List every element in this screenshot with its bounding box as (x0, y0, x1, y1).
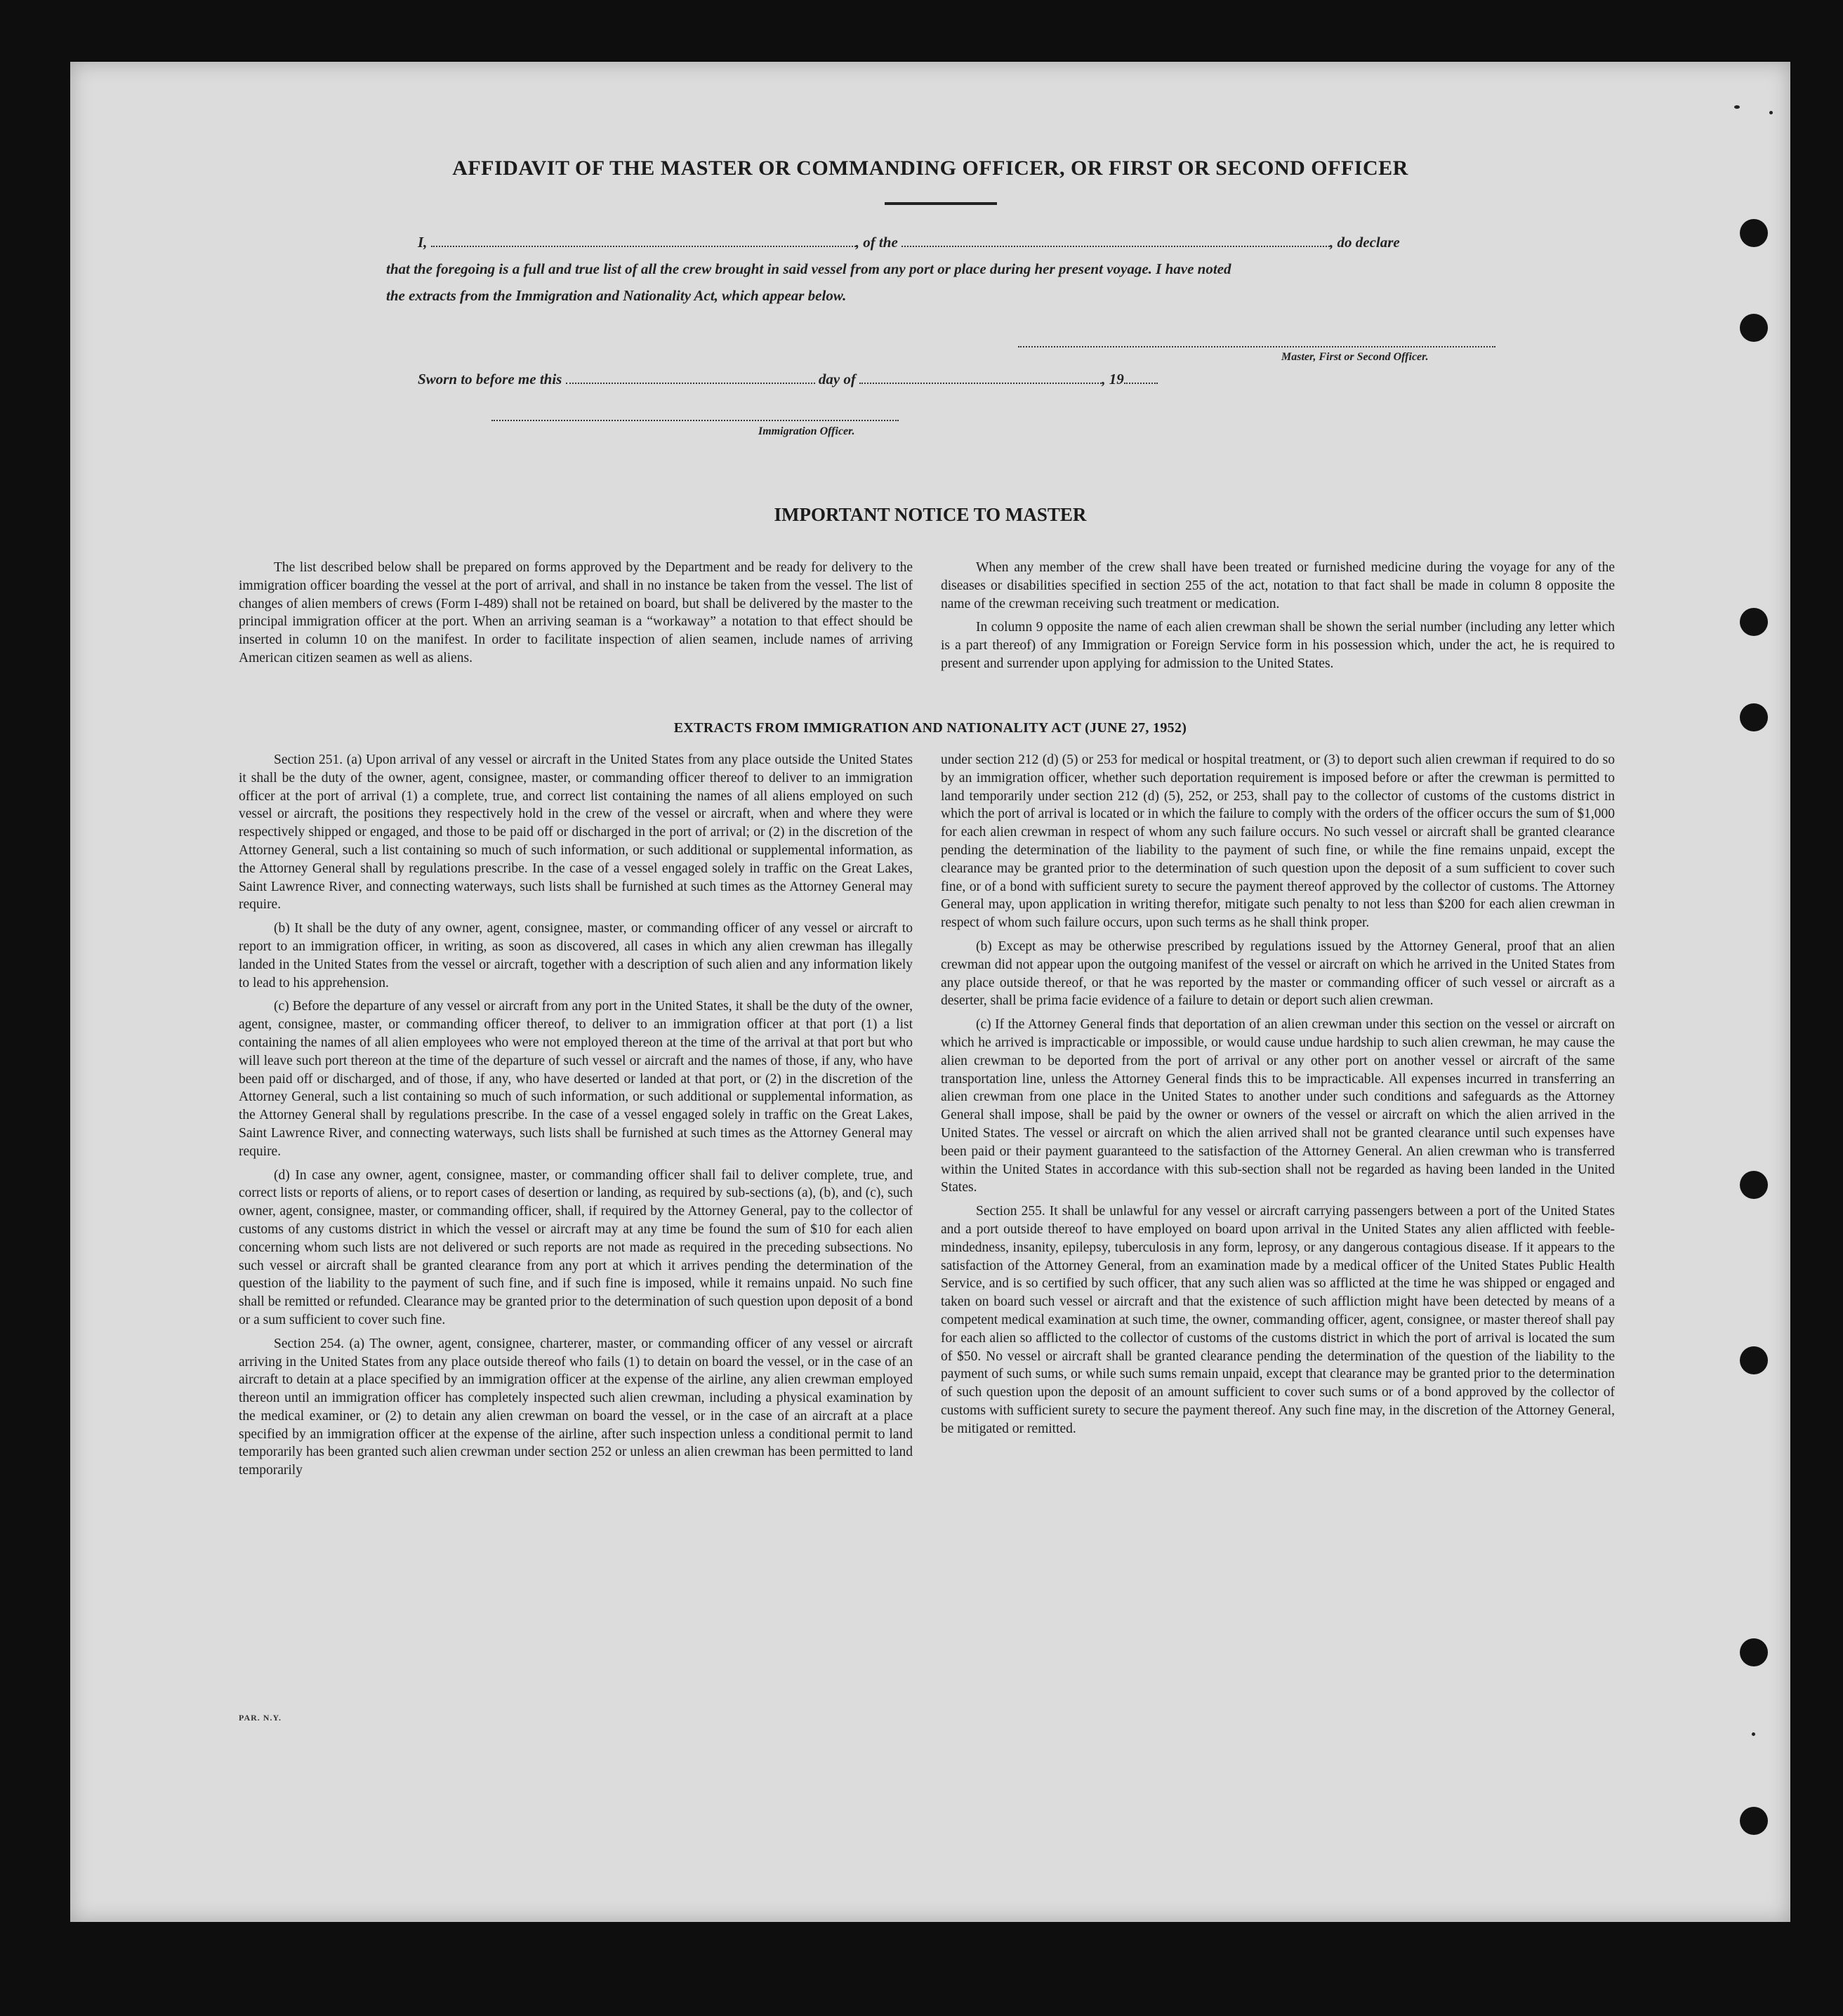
section-254a: Section 254. (a) The owner, agent, consignee, charterer, master, or commanding officer of any vessel or aircraft arriving in the United States from any place outside thereof who fails (1) to detain on board the vessel, or in the case of an aircraft to detain at a place specified by an immigration officer at the expense of the airline, any alien crewman employed thereon until an immigration officer has completely inspected such alien crewman, including a physical examination by the medical examiner, or (2) to detain any alien crewman on board the vessel, or in the case of an aircraft at a place specified by an immigration officer at the expense of the airline, after such inspection unless a conditional permit to land temporarily has been granted such alien crewman under section 252 or unless an alien crewman has been permitted to land temporarily (239, 1336, 913, 1478)
sworn-line (418, 371, 1158, 388)
punch-hole (1740, 219, 1768, 247)
sworn-year-blank[interactable] (1124, 373, 1158, 384)
vessel-blank[interactable] (901, 236, 1330, 247)
notice-left-paragraph: The list described below shall be prepared on forms approved by the Department and be ready for delivery to the immigration officer boarding the vessel at the port of arrival, and shall in no instance be taken from the vessel. The list of changes of alien members of crews (Form I-489) shall not be retained on board, but shall be delivered by the master to the principal immigration officer at the port. When an arriving seaman is a “workaway” a notation to that effect should be inserted in column 10 on the manifest. In order to facilitate inspection of alien seamen, include names of arriving American citizen seamen as well as aliens. (239, 560, 913, 665)
ink-speck (1734, 105, 1740, 109)
section-254a-continued: under section 212 (d) (5) or 253 for medical or hospital treatment, or (3) to deport such alien crewman if required to do so by an immigration officer, whether such deportation requirement is imposed before or after the crewman is permitted to land temporarily under section 212 (d) (5), 252, or 253, shall pay to the collector of customs of the customs district in which the port of arrival is located or in which the failure to comply with the orders of the officer occurs the sum of $1,000 for each alien crewman in respect of whom any such failure occurs. No such vessel or aircraft shall be granted clearance pending the determination of the liability to the payment of such fine, or while the fine remains unpaid, except the clearance may be granted prior to the determination of such question upon the deposit of a sum sufficient to cover such fine, or of a bond with sufficient surety to secure the payment thereof approved by the collector of customs. The Attorney General may, upon application in writing therefor, mitigate such penalty to not less than $200 for each alien crewman in respect of whom such failure occurs, upon such terms as he shall think proper. (941, 752, 1615, 931)
affidavit-title: AFFIDAVIT OF THE MASTER OR COMMANDING OFFICER, OR FIRST OR SECOND OFFICER (452, 157, 1408, 180)
punch-hole (1740, 608, 1768, 636)
notice-right-column (941, 559, 1615, 679)
sworn-month-blank[interactable] (859, 373, 1102, 384)
punch-hole (1740, 1346, 1768, 1374)
extracts-title: EXTRACTS FROM IMMIGRATION AND NATIONALITY ACT (JUNE 27, 1952) (673, 720, 1187, 736)
extracts-left-column (239, 751, 913, 1485)
section-254b: (b) Except as may be otherwise prescribed by regulations issued by the Attorney General, proof that an alien crewman did not appear upon the outgoing manifest of the vessel or aircraft on which he arrived in the United States from any place outside thereof, or that he was reported by the master or commanding officer of such vessel or aircraft as a deserter, shall be prima facie evidence of a failure to detain or deport such alien crewman. (941, 939, 1615, 1009)
do-declare-label: , do declare (1330, 234, 1400, 251)
punch-hole (1740, 1638, 1768, 1666)
ink-speck (1769, 111, 1773, 114)
master-signature-line[interactable] (1018, 346, 1495, 347)
title-underline (885, 202, 997, 205)
notice-right-paragraph-2: In column 9 opposite the name of each alien crewman shall be shown the serial number (including any letter which is a part thereof) of any Immigration or Foreign Service form in his possession which, under the act, he is required to present and surrender upon applying for admission to the United States. (941, 620, 1615, 671)
section-255: Section 255. It shall be unlawful for any vessel or aircraft carrying passengers between a port of the United States and a port outside thereof to have employed on board upon arrival in the United States any alien afflicted with feeble-mindedness, insanity, epilepsy, tuberculosis in any form, leprosy, or any dangerous contagious disease. If it appears to the satisfaction of the Attorney General, from an examination made by a medical officer of the United States Public Health Service, and is so certified by such officer, that any such alien was so afflicted at the time he was shipped or engaged and taken on board such vessel or aircraft and that the existence of such affliction might have been detected by means of a competent medical examination at such time, the owner, commanding officer, agent, consignee, or master thereof shall pay for each alien so afflicted to the collector of customs of the customs district in which the port of arrival is located the sum of $50. No vessel or aircraft shall be granted clearance pending the determination of the question of the liability to the payment of such sums, or while such sums remain unpaid, except that clearance may be granted prior to the determination of such question upon the deposit of an amount sufficient to cover such sums or of a bond approved by the collector of customs with sufficient surety to secure the payment thereof. Any such fine may, in the discretion of the Attorney General, be mitigated or remitted. (941, 1204, 1615, 1436)
form-page (70, 62, 1790, 1922)
sworn-day-blank[interactable] (566, 373, 815, 384)
section-251a: Section 251. (a) Upon arrival of any vessel or aircraft in the United States from any place outside the United States it shall be the duty of the owner, agent, consignee, master, or commanding officer thereof to deliver to an immigration officer at the port of arrival (1) a complete, true, and correct list containing the names of all aliens employed on such vessel or aircraft, the positions they respectively hold in the crew of the vessel or aircraft, when and where they were respectively shipped or engaged, and those to be paid off or discharged in the port of arrival; or (2) in the discretion of the Attorney General, such a list containing so much of such information, or such additional or supplemental information, as the Attorney General shall by regulations prescribe. In the case of a vessel engaged solely in traffic on the Great Lakes, Saint Lawrence River, and connecting waterways, such lists shall be furnished at such times as the Attorney General may require. (239, 752, 913, 913)
sworn-label: Sworn to before me this (418, 371, 562, 387)
immigration-officer-signature-line[interactable] (491, 420, 899, 421)
year-label: , 19 (1102, 371, 1124, 387)
notice-title: IMPORTANT NOTICE TO MASTER (774, 504, 1087, 525)
punch-hole (1740, 1171, 1768, 1199)
notice-left-column (239, 559, 913, 673)
section-251c: (c) Before the departure of any vessel or aircraft from any port in the United States, it shall be the duty of the owner, agent, consignee, master, or commanding officer thereof, to deliver to an immigration officer at that port (1) a list containing the names of all alien employees who were not employed thereon at the time of the arrival at that port but who will leave such port thereon at the time of the departure of such vessel or aircraft and the names of those, if any, who have been paid off or discharged, and of those, if any, who have deserted or landed at that port, or (2) in the discretion of the Attorney General, such a list containing so much of such information, or such additional or supplemental information, as the Attorney General shall by regulations prescribe. In the case of a vessel engaged solely in traffic on the Great Lakes, Saint Lawrence River, and connecting waterways, such lists shall be furnished at such times as the Attorney General may require. (239, 999, 913, 1159)
declaration-line-1: that the foregoing is a full and true list of all the crew brought in said vessel from any port or place during her present voyage. I have noted (386, 260, 1231, 277)
punch-hole (1740, 1807, 1768, 1835)
i-label: I, (418, 234, 428, 251)
section-251d: (d) In case any owner, agent, consignee, master, or commanding officer shall fail to deliver complete, true, and correct lists or reports of aliens, or to report cases of desertion or landing, as required by sub-sections (a), (b), and (c), such owner, agent, consignee, master, or commanding officer, shall, if required by the Attorney General, pay to the collector of customs of any customs district in which the vessel or aircraft may at any time be found the sum of $10 for each alien concerning whom such lists are not delivered or such reports are not made as required in the preceding subsections. No such vessel or aircraft shall be granted clearance from any port at which it arrives pending the determination of the question of the liability to the payment of such fine, and if such fine is imposed, while it remains unpaid. No such fine shall be remitted or refunded. Clearance may be granted prior to the determination of such question upon deposit of a bond or a sum sufficient to cover such fine. (239, 1167, 913, 1327)
section-251b: (b) It shall be the duty of any owner, agent, consignee, master, or commanding officer of any vessel or aircraft to report to an immigration officer, in writing, as soon as discovered, all cases in which any alien crewman has illegally landed in the United States from the vessel or aircraft, together with a description of such alien and any information likely to lead to his apprehension. (239, 921, 913, 990)
punch-hole (1740, 314, 1768, 342)
declaration-line-2: the extracts from the Immigration and Nationality Act, which appear below. (386, 287, 847, 304)
extracts-right-column (941, 751, 1615, 1443)
master-caption: Master, First or Second Officer. (1281, 351, 1429, 363)
declaration-blank-line (418, 234, 1400, 251)
name-blank[interactable] (431, 236, 856, 247)
punch-hole (1740, 703, 1768, 731)
notice-right-paragraph-1: When any member of the crew shall have been treated or furnished medicine during the voyage for any of the diseases or disabilities specified in section 255 of the act, notation to that fact shall be made in column 8 opposite the name of the crewman receiving such treatment or medication. (941, 560, 1615, 611)
immigration-officer-caption: Immigration Officer. (758, 425, 855, 437)
ink-speck (1752, 1732, 1755, 1736)
printer-mark: PAR. N.Y. (239, 1713, 282, 1723)
section-254c: (c) If the Attorney General finds that deportation of an alien crewman under this section on the vessel or aircraft on which he arrived is impracticable or impossible, or would cause undue hardship to such alien crewman, he may cause the alien crewman to be deported from the port of arrival or any other port on another vessel or aircraft of the same transportation line, unless the Attorney General finds this to be impracticable. All expenses incurred in transferring an alien crewman from one place in the United States to another under such conditions and safeguards as the Attorney General shall impose, shall be paid by the owner or owners of the vessel or aircraft on which the alien arrived in the United States. The vessel or aircraft on which the alien arrived shall not be granted clearance until such expenses have been paid or their payment guaranteed to the satisfaction of the Attorney General. An alien crewman who is transferred within the United States in accordance with this sub-section shall not be regarded as having been landed in the United States. (941, 1017, 1615, 1195)
of-the-label: , of the (855, 234, 898, 251)
day-of-label: day of (818, 371, 856, 387)
